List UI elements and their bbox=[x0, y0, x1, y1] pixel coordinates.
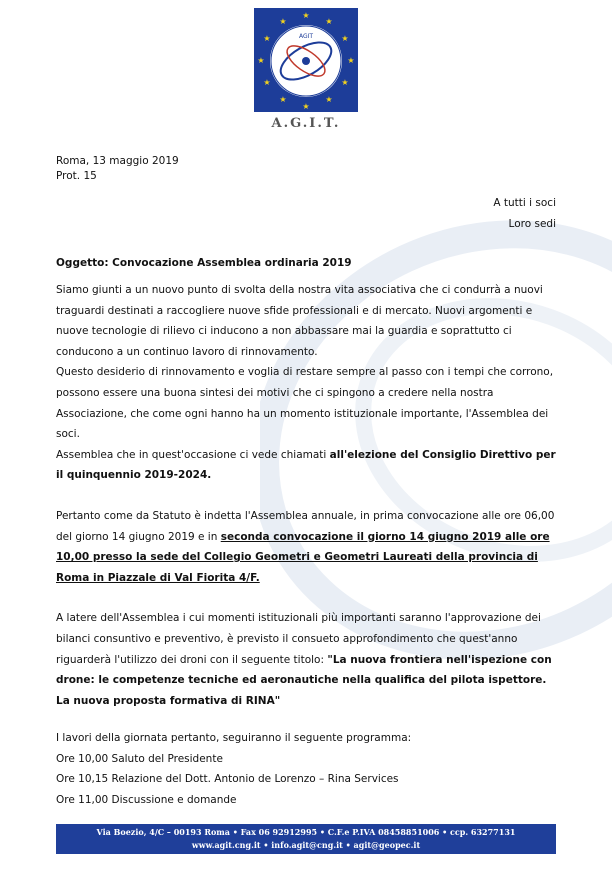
svg-text:★: ★ bbox=[263, 34, 271, 43]
paragraph: Siamo giunti a un nuovo punto di svolta della nostra vita associativa che ci condurrà a nuovi traguardi destinati a raccogliere nuove sfide professionali e di mercato. Nuovi argomenti e nuove tecnologie di rilievo ci inducono a non abbassare mai la guardia e soprattutto ci conducono a un continuo lavoro di rinnovamento. bbox=[56, 284, 543, 358]
program-item: Ore 10,00 Saluto del Presidente bbox=[56, 752, 223, 765]
svg-text:★: ★ bbox=[325, 95, 333, 104]
footer-address: Via Boezio, 4/C – 00193 Roma • Fax 06 92912995 • C.F.e P.IVA 08458851006 • ccp. 63277131 bbox=[96, 827, 516, 837]
letter-subject: Oggetto: Convocazione Assemblea ordinaria 2019 bbox=[56, 257, 352, 269]
paragraph bbox=[56, 608, 556, 711]
svg-text:★: ★ bbox=[302, 102, 310, 111]
svg-text:★: ★ bbox=[325, 17, 333, 26]
paragraph bbox=[56, 506, 556, 588]
org-name: A.G.I.T. bbox=[271, 116, 341, 131]
recipient-line: A tutti i soci bbox=[493, 197, 556, 209]
paragraph-underlined: seconda convocazione il giorno 14 giugno 2019 alle ore 10,00 presso la sede del Collegio Geometri e Geometri Laureati della provincia di Roma in Piazzale di Val Fiorita 4/F. bbox=[56, 530, 550, 584]
letter-body bbox=[56, 280, 556, 811]
program-item: Ore 10,15 Relazione del Dott. Antonio de Lorenzo – Rina Services bbox=[56, 773, 399, 786]
svg-text:★: ★ bbox=[341, 78, 349, 87]
paragraph-bold: "La nuova frontiera nell'ispezione con drone: le competenze tecniche ed aeronautiche nella qualifica del pilota ispettore. La nuova proposta formativa di RINA" bbox=[56, 653, 552, 707]
paragraph-text: Assemblea che in quest'occasione ci vede chiamati bbox=[56, 448, 330, 461]
svg-text:★: ★ bbox=[341, 34, 349, 43]
letter-date: Roma, 13 maggio 2019 bbox=[56, 155, 179, 167]
svg-text:★: ★ bbox=[347, 56, 355, 65]
date-block bbox=[56, 154, 179, 184]
paragraph-bold: all'elezione del Consiglio Direttivo per il quinquennio 2019-2024. bbox=[56, 448, 556, 482]
paragraph-text: Pertanto come da Statuto è indetta l'Assemblea annuale, in prima convocazione alle ore 06,00 del giorno 14 giugno 2019 e in bbox=[56, 509, 555, 543]
svg-text:★: ★ bbox=[279, 95, 287, 104]
paragraph-text: A latere dell'Assemblea i cui momenti istituzionali più importanti saranno l'approvazione dei bilanci consuntivo e preventivo, è previsto il consueto approfondimento che quest'anno riguarderà l'utilizzo dei droni con il seguente titolo: bbox=[56, 612, 541, 666]
svg-text:★: ★ bbox=[279, 17, 287, 26]
recipients-block bbox=[493, 193, 556, 235]
footer-bar bbox=[56, 824, 556, 854]
logo-text: AGIT bbox=[298, 33, 314, 40]
paragraph: Questo desiderio di rinnovamento e voglia di restare sempre al passo con i tempi che corrono, possono essere una buona sintesi dei motivi che ci spingono a credere nella nostra Associazione, che come ogni hanno ha un momento istituzionale importante, l'Assemblea dei soci. bbox=[56, 366, 554, 441]
footer-contacts: www.agit.cng.it • info.agit@cng.it • agit@geopec.it bbox=[191, 840, 421, 850]
paragraph bbox=[56, 445, 556, 486]
program-item: Ore 11,00 Discussione e domande bbox=[56, 794, 237, 807]
svg-text:★: ★ bbox=[257, 56, 265, 65]
svg-text:★: ★ bbox=[302, 11, 310, 20]
recipient-line: Loro sedi bbox=[508, 218, 556, 230]
letter-protocol: Prot. 15 bbox=[56, 170, 97, 182]
agit-logo bbox=[254, 8, 358, 112]
program-intro: I lavori della giornata pertanto, seguiranno il seguente programma: bbox=[56, 732, 412, 745]
svg-text:★: ★ bbox=[263, 78, 271, 87]
